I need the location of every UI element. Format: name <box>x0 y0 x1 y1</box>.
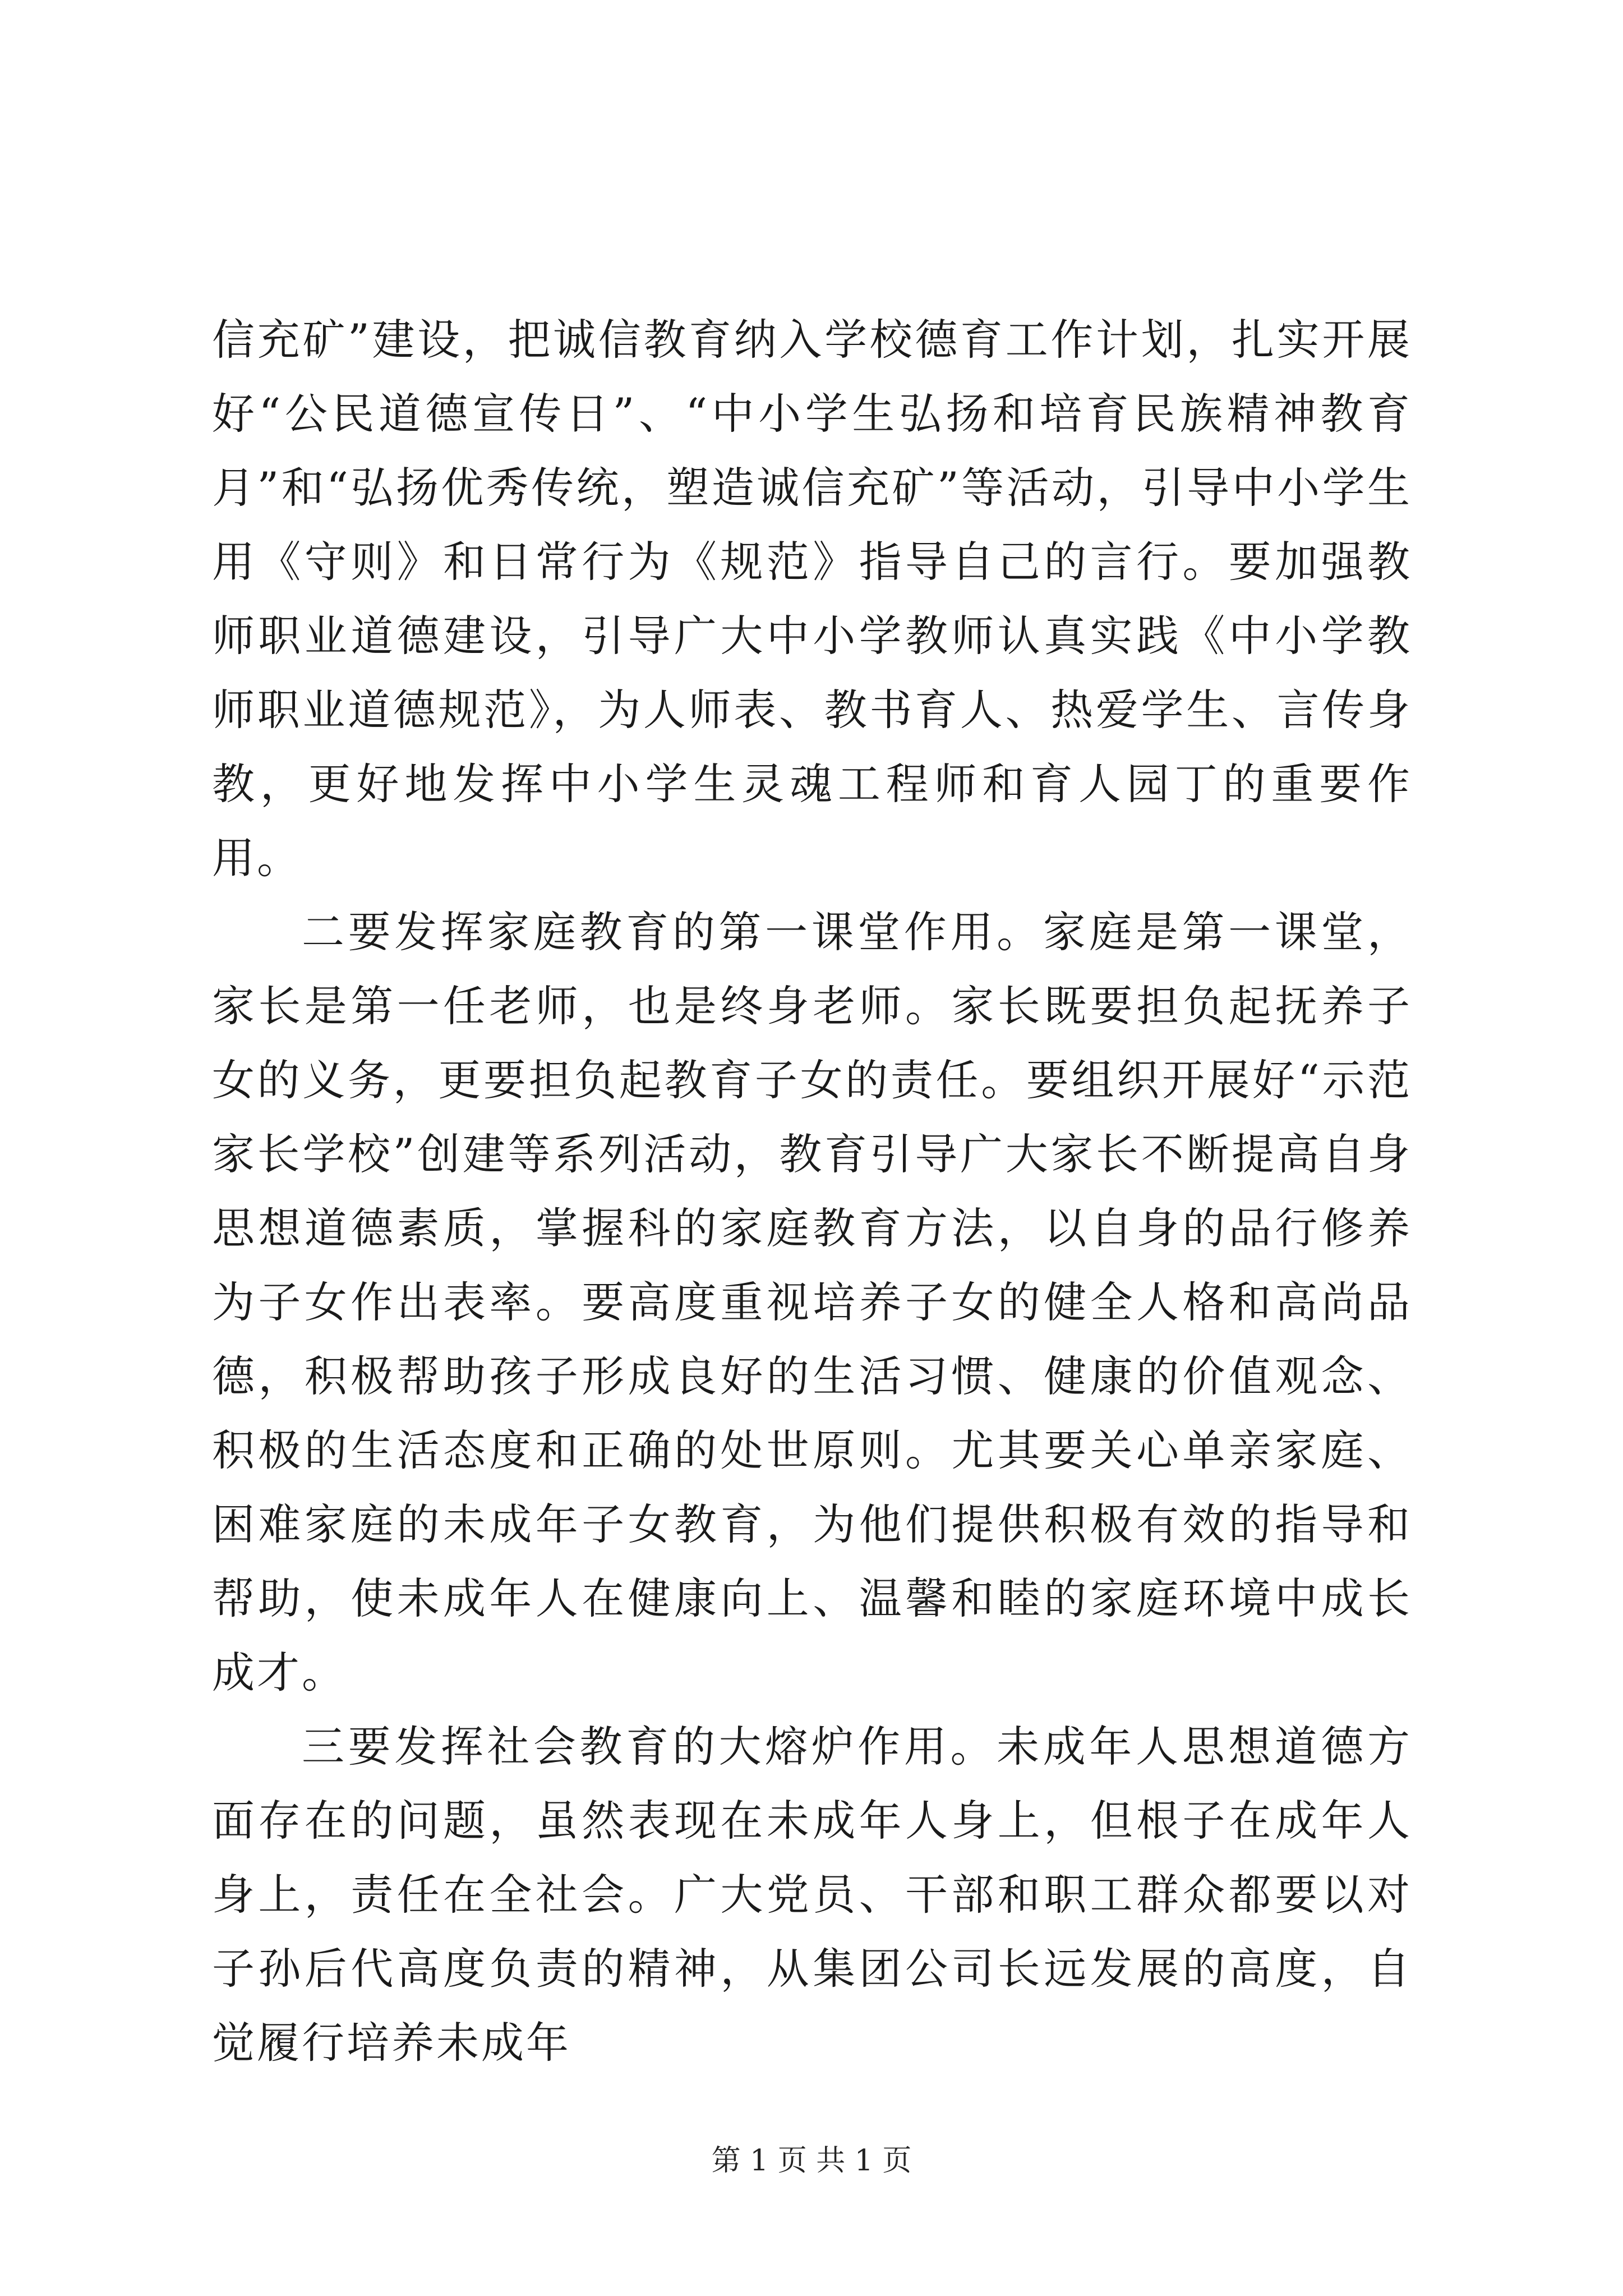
paragraph-3: 三要发挥社会教育的大熔炉作用。未成年人思想道德方面存在的问题，虽然表现在未成年人身上，但根子在成年人身上，责任在全社会。广大党员、干部和职工群众都要以对子孙后代高度负责的精神，从集团公司长远发展的高度，自觉履行培养未成年 <box>212 1722 1412 2068</box>
paragraph-2: 二要发挥家庭教育的第一课堂作用。家庭是第一课堂，家长是第一任老师，也是终身老师。家长既要担负起抚养子女的义务，更要担负起教育子女的责任。要组织开展好“示范家长学校”创建等系列活动，教育引导广大家长不断提高自身思想道德素质，掌握科的家庭教育方法，以自身的品行修养为子女作出表率。要高度重视培养子女的健全人格和高尚品德，积极帮助孩子形成良好的生活习惯、健康的价值观念、积极的生活态度和正确的处世原则。尤其要关心单亲家庭、困难家庭的未成年子女教育，为他们提供积极有效的指导和帮助，使未成年人在健康向上、温馨和睦的家庭环境中成长成才。 <box>212 907 1412 1697</box>
paragraph-1: 信充矿”建设，把诚信教育纳入学校德育工作计划，扎实开展好“公民道德宣传日”、“中小学生弘扬和培育民族精神教育月”和“弘扬优秀传统，塑造诚信充矿”等活动，引导中小学生用《守则》和日常行为《规范》指导自己的言行。要加强教师职业道德建设，引导广大中小学教师认真实践《中小学教师职业道德规范》，为人师表、教书育人、热爱学生、言传身教，更好地发挥中小学生灵魂工程师和育人园丁的重要作用。 <box>212 315 1412 883</box>
page-number-label: 第 1 页 共 1 页 <box>711 2144 912 2178</box>
page-footer <box>0 2144 1623 2178</box>
document-body <box>212 303 1412 2080</box>
